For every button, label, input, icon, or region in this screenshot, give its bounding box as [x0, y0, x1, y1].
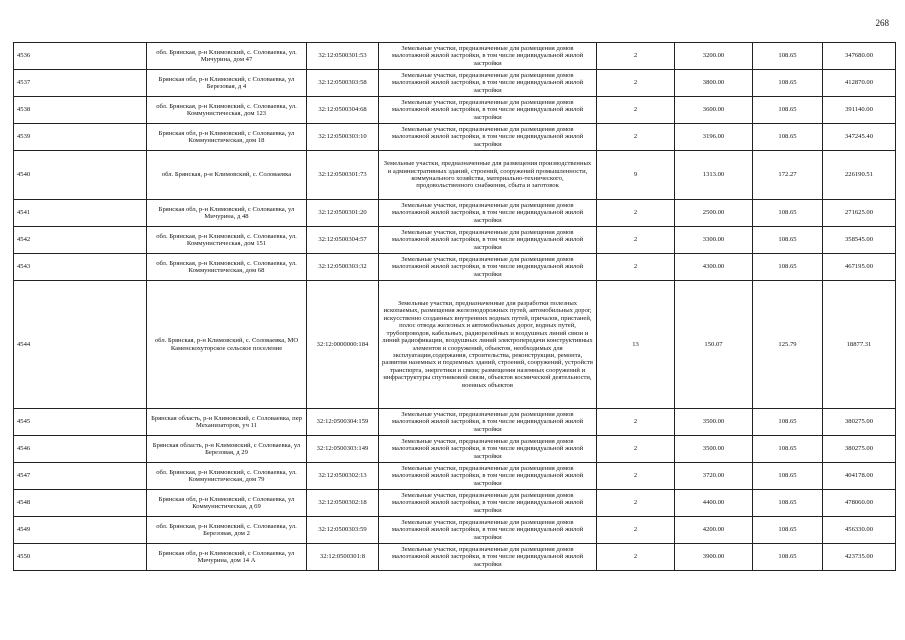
cadastral-value-cell: 347680.00 [823, 43, 896, 70]
cadastral-number-cell: 32:12:0500302:18 [307, 490, 379, 517]
specific-value-cell: 108.65 [753, 254, 823, 281]
permitted-use-cell: Земельные участки, предназначенные для размещения домов малоэтажной жилой застройки, в том числе индивидуальной жилой застройки [379, 436, 597, 463]
cadastral-value-cell: 347245.40 [823, 124, 896, 151]
table-row [14, 436, 896, 463]
cadastral-number-cell: 32:12:0000000:184 [307, 281, 379, 409]
cadastral-number-cell: 32:12:0500301:73 [307, 151, 379, 200]
permitted-use-cell: Земельные участки, предназначенные для размещения домов малоэтажной жилой застройки, в том числе индивидуальной жилой застройки [379, 200, 597, 227]
area-cell: 3300.00 [675, 227, 753, 254]
address-cell: Брянская обл, р-н Климовский, с Соловаевка, ул Коммунистическая, д 69 [147, 490, 307, 517]
row-number: 4547 [14, 463, 147, 490]
cadastral-number-cell: 32:12:0500303:149 [307, 436, 379, 463]
address-cell: обл. Брянская, р-н Климовский, с. Соловаевка [147, 151, 307, 200]
cadastral-value-cell: 18877.31 [823, 281, 896, 409]
table-row [14, 97, 896, 124]
cadastral-number-cell: 32:12:0500301:53 [307, 43, 379, 70]
table-row [14, 281, 896, 409]
row-number: 4549 [14, 517, 147, 544]
address-cell: обл. Брянская, р-н Климовский, с. Соловаевка, МО Каменскохуторское сельское поселение [147, 281, 307, 409]
address-cell: обл. Брянская, р-н Климовский, с. Соловаевка, ул. Мичурина, дом 47 [147, 43, 307, 70]
cadastral-value-cell: 456330.00 [823, 517, 896, 544]
address-cell: обл. Брянская, р-н Климовский, с. Соловаевка, ул. Коммунистическая, дом 123 [147, 97, 307, 124]
specific-value-cell: 108.65 [753, 490, 823, 517]
specific-value-cell: 108.65 [753, 124, 823, 151]
table-row [14, 151, 896, 200]
specific-value-cell: 108.65 [753, 43, 823, 70]
row-number: 4538 [14, 97, 147, 124]
use-group-cell: 2 [597, 70, 675, 97]
area-cell: 3500.00 [675, 409, 753, 436]
row-number: 4543 [14, 254, 147, 281]
specific-value-cell: 108.65 [753, 97, 823, 124]
area-cell: 4300.00 [675, 254, 753, 281]
use-group-cell: 2 [597, 436, 675, 463]
cadastral-number-cell: 32:12:0500304:68 [307, 97, 379, 124]
permitted-use-cell: Земельные участки, предназначенные для размещения домов малоэтажной жилой застройки, в том числе индивидуальной жилой застройки [379, 409, 597, 436]
permitted-use-cell: Земельные участки, предназначенные для размещения домов малоэтажной жилой застройки, в том числе индивидуальной жилой застройки [379, 124, 597, 151]
table-row [14, 200, 896, 227]
permitted-use-cell: Земельные участки, предназначенные для размещения домов малоэтажной жилой застройки, в том числе индивидуальной жилой застройки [379, 227, 597, 254]
row-number: 4541 [14, 200, 147, 227]
use-group-cell: 2 [597, 409, 675, 436]
row-number: 4550 [14, 544, 147, 571]
row-number: 4539 [14, 124, 147, 151]
row-number: 4546 [14, 436, 147, 463]
permitted-use-cell: Земельные участки, предназначенные для размещения домов малоэтажной жилой застройки, в том числе индивидуальной жилой застройки [379, 97, 597, 124]
cadastral-number-cell: 32:12:0500302:13 [307, 463, 379, 490]
row-number: 4542 [14, 227, 147, 254]
address-cell: Брянская обл, р-н Климовский, с Соловаевка, ул Коммунистическая, дом 18 [147, 124, 307, 151]
cadastral-number-cell: 32:12:0500304:57 [307, 227, 379, 254]
address-cell: обл. Брянская, р-н Климовский, с. Соловаевка, ул. Березовая, дом 2 [147, 517, 307, 544]
cadastral-value-cell: 271625.00 [823, 200, 896, 227]
cadastral-value-cell: 226190.51 [823, 151, 896, 200]
permitted-use-cell: Земельные участки, предназначенные для размещения домов малоэтажной жилой застройки, в том числе индивидуальной жилой застройки [379, 70, 597, 97]
cadastral-value-cell: 412870.00 [823, 70, 896, 97]
area-cell: 3900.00 [675, 544, 753, 571]
area-cell: 4400.00 [675, 490, 753, 517]
specific-value-cell: 108.65 [753, 409, 823, 436]
use-group-cell: 2 [597, 227, 675, 254]
table-body [14, 43, 896, 571]
cadastral-number-cell: 32:12:0500303:10 [307, 124, 379, 151]
area-cell: 150.07 [675, 281, 753, 409]
table-row [14, 124, 896, 151]
cadastral-number-cell: 32:12:0500301:20 [307, 200, 379, 227]
specific-value-cell: 108.65 [753, 544, 823, 571]
use-group-cell: 2 [597, 544, 675, 571]
cadastral-number-cell: 32:12:0500303:32 [307, 254, 379, 281]
address-cell: Брянская область, р-н Климовский, с Соловаевка, ул Березовая, д 29 [147, 436, 307, 463]
row-number: 4537 [14, 70, 147, 97]
table-row [14, 43, 896, 70]
row-number: 4544 [14, 281, 147, 409]
specific-value-cell: 108.65 [753, 517, 823, 544]
specific-value-cell: 125.79 [753, 281, 823, 409]
cadastral-value-cell: 423735.00 [823, 544, 896, 571]
table-row [14, 517, 896, 544]
row-number: 4536 [14, 43, 147, 70]
address-cell: обл. Брянская, р-н Климовский, с. Соловаевка, ул. Коммунистическая, дом 151 [147, 227, 307, 254]
table-row [14, 70, 896, 97]
cadastral-value-cell: 467195.00 [823, 254, 896, 281]
cadastral-value-cell: 380275.00 [823, 436, 896, 463]
use-group-cell: 2 [597, 254, 675, 281]
row-number: 4545 [14, 409, 147, 436]
area-cell: 3196.00 [675, 124, 753, 151]
permitted-use-cell: Земельные участки, предназначенные для разработки полезных ископаемых, размещения железнодорожных путей, автомобильных дорог, искусственно созданных внутренних водных путей, причалов, пристаней, полос отвода железных и автомобильных дорог, водных путей, трубопроводов, кабельных, радиорелейных и воздушных линий связи и линий радиофикации, воздушных линий электропередачи конструктивных элементов и сооружений, объектов, необходимых для эксплуатации,содержания, строительства, реконструкции, ремонта, развития наземных и подземных зданий, строений, сооружений, устройств транспорта, энергетики и связи; размещения наземных сооружений и инфраструктуры спутниковой связи, объектов космической деятельности, военных объектов [379, 281, 597, 409]
row-number: 4548 [14, 490, 147, 517]
use-group-cell: 2 [597, 200, 675, 227]
table-row [14, 463, 896, 490]
use-group-cell: 9 [597, 151, 675, 200]
use-group-cell: 2 [597, 517, 675, 544]
cadastral-value-cell: 380275.00 [823, 409, 896, 436]
use-group-cell: 2 [597, 490, 675, 517]
permitted-use-cell: Земельные участки, предназначенные для размещения домов малоэтажной жилой застройки, в том числе индивидуальной жилой застройки [379, 544, 597, 571]
address-cell: Брянская обл, р-н Климовский, с Соловаевка, ул Березовая, д 4 [147, 70, 307, 97]
permitted-use-cell: Земельные участки, предназначенные для размещения домов малоэтажной жилой застройки, в том числе индивидуальной жилой застройки [379, 517, 597, 544]
address-cell: Брянская обл, р-н Климовский, с Соловаевка, ул Мичурина, дом 14 А [147, 544, 307, 571]
table-row [14, 490, 896, 517]
cadastral-number-cell: 32:12:0500304:159 [307, 409, 379, 436]
cadastral-number-cell: 32:12:0500303:58 [307, 70, 379, 97]
table-row [14, 409, 896, 436]
specific-value-cell: 108.65 [753, 200, 823, 227]
specific-value-cell: 172.27 [753, 151, 823, 200]
cadastral-value-cell: 391140.00 [823, 97, 896, 124]
table-row [14, 227, 896, 254]
use-group-cell: 2 [597, 124, 675, 151]
use-group-cell: 2 [597, 463, 675, 490]
area-cell: 3800.00 [675, 70, 753, 97]
cadastral-value-cell: 404178.00 [823, 463, 896, 490]
table-row [14, 544, 896, 571]
table-row [14, 254, 896, 281]
use-group-cell: 13 [597, 281, 675, 409]
land-plots-table [13, 42, 896, 571]
row-number: 4540 [14, 151, 147, 200]
specific-value-cell: 108.65 [753, 70, 823, 97]
use-group-cell: 2 [597, 43, 675, 70]
permitted-use-cell: Земельные участки, предназначенные для размещения домов малоэтажной жилой застройки, в том числе индивидуальной жилой застройки [379, 254, 597, 281]
area-cell: 2500.00 [675, 200, 753, 227]
permitted-use-cell: Земельные участки, предназначенные для размещения домов малоэтажной жилой застройки, в том числе индивидуальной жилой застройки [379, 490, 597, 517]
permitted-use-cell: Земельные участки, предназначенные для размещения домов малоэтажной жилой застройки, в том числе индивидуальной жилой застройки [379, 43, 597, 70]
permitted-use-cell: Земельные участки, предназначенные для размещения производственных и административных зданий, строений, сооружений промышленности, коммунального хозяйства, материально-технического, продовольственного снабжения, сбыта и заготовок [379, 151, 597, 200]
area-cell: 3720.00 [675, 463, 753, 490]
area-cell: 3200.00 [675, 43, 753, 70]
cadastral-value-cell: 478060.00 [823, 490, 896, 517]
area-cell: 3600.00 [675, 97, 753, 124]
use-group-cell: 2 [597, 97, 675, 124]
address-cell: Брянская обл, р-н Климовский, с Соловаевка, ул Мичурина, д 48 [147, 200, 307, 227]
area-cell: 4200.00 [675, 517, 753, 544]
address-cell: обл. Брянская, р-н Климовский, с. Соловаевка, ул. Коммунистическая, дом 68 [147, 254, 307, 281]
specific-value-cell: 108.65 [753, 463, 823, 490]
specific-value-cell: 108.65 [753, 436, 823, 463]
cadastral-number-cell: 32:12:0500301:8 [307, 544, 379, 571]
cadastral-number-cell: 32:12:0500303:59 [307, 517, 379, 544]
area-cell: 3500.00 [675, 436, 753, 463]
cadastral-value-cell: 358545.00 [823, 227, 896, 254]
specific-value-cell: 108.65 [753, 227, 823, 254]
permitted-use-cell: Земельные участки, предназначенные для размещения домов малоэтажной жилой застройки, в том числе индивидуальной жилой застройки [379, 463, 597, 490]
address-cell: обл. Брянская, р-н Климовский, с. Соловаевка, ул. Коммунистическая, дом 79 [147, 463, 307, 490]
address-cell: Брянская область, р-н Климовский, с Соловаевка, пер Механизаторов, уч 11 [147, 409, 307, 436]
page-number: 268 [875, 18, 889, 28]
area-cell: 1313.00 [675, 151, 753, 200]
